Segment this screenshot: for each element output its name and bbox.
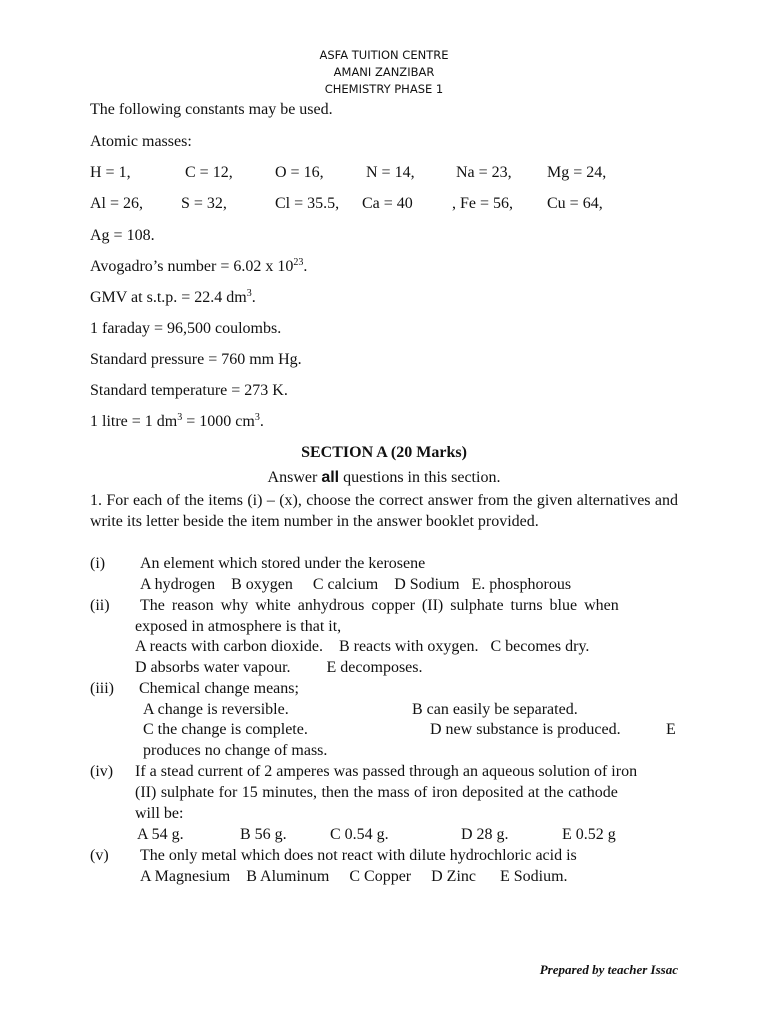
item-iv-option-d: D 28 g. xyxy=(461,826,509,843)
litre-text-a: 1 litre = 1 dm xyxy=(90,413,178,430)
item-iii-option-a: A change is reversible. xyxy=(143,701,289,718)
atomic-mass-mg: Mg = 24, xyxy=(547,164,607,181)
item-iv-question-2: (II) sulphate for 15 minutes, then the mass of iron deposited at the cathode xyxy=(135,784,618,801)
instructions-bold: all xyxy=(321,469,340,486)
atomic-mass-h: H = 1, xyxy=(90,164,131,181)
item-iii-option-d: D new substance is produced. xyxy=(430,721,621,738)
avogadro-number xyxy=(90,259,307,275)
atomic-mass-c: C = 12, xyxy=(185,164,233,181)
gmv-text: GMV at s.t.p. = 22.4 dm xyxy=(90,289,247,306)
item-i-number: (i) xyxy=(90,555,106,572)
item-iv-option-c: C 0.54 g. xyxy=(330,826,389,843)
atomic-mass-n: N = 14, xyxy=(366,164,415,181)
atomic-mass-na: Na = 23, xyxy=(456,164,512,181)
atomic-mass-o: O = 16, xyxy=(275,164,324,181)
gmv-exponent: 3 xyxy=(246,288,252,299)
item-v-number: (v) xyxy=(90,847,109,864)
footer-credit: Prepared by teacher Issac xyxy=(539,962,678,977)
item-iii-number: (iii) xyxy=(90,680,114,697)
gmv-constant xyxy=(90,290,256,306)
school-name: ASFA TUITION CENTRE xyxy=(319,48,449,62)
item-iii-question: Chemical change means; xyxy=(139,680,299,697)
item-iv-question-3: will be: xyxy=(135,805,184,822)
item-iii-option-c: C the change is complete. xyxy=(143,721,308,738)
item-i-options: A hydrogen B oxygen C calcium D Sodium E. phosphorous xyxy=(140,576,572,593)
litre-exponent-2: 3 xyxy=(254,412,260,423)
avogadro-end: . xyxy=(303,258,308,275)
item-iii-option-b: B can easily be separated. xyxy=(412,701,578,718)
item-ii-number: (ii) xyxy=(90,597,110,614)
atomic-mass-al: Al = 26, xyxy=(90,195,144,212)
standard-pressure: Standard pressure = 760 mm Hg. xyxy=(90,351,302,368)
litre-exponent-1: 3 xyxy=(177,412,183,423)
item-ii-question: The reason why white anhydrous copper (II) sulphate turns blue when xyxy=(140,597,619,614)
item-v-question: The only metal which does not react with dilute hydrochloric acid is xyxy=(140,847,577,864)
item-iii-option-e-label: E xyxy=(666,721,676,738)
avogadro-text: Avogadro’s number = 6.02 x 10 xyxy=(90,258,294,275)
item-iv-number: (iv) xyxy=(90,763,114,780)
item-ii-options-2: D absorbs water vapour. E decomposes. xyxy=(135,659,423,676)
instructions-text-a: Answer xyxy=(267,469,322,486)
question-1-intro: 1. For each of the items (i) – (x), choose the correct answer from the given alternatives and write its letter beside the item number in the answer booklet provided. xyxy=(90,492,678,530)
atomic-mass-cl: Cl = 35.5, xyxy=(275,195,340,212)
atomic-mass-s: S = 32, xyxy=(181,195,227,212)
atomic-mass-fe: , Fe = 56, xyxy=(452,195,514,212)
atomic-mass-ca: Ca = 40 xyxy=(362,195,413,212)
standard-temperature: Standard temperature = 273 K. xyxy=(90,382,288,399)
exam-title: CHEMISTRY PHASE 1 xyxy=(324,82,444,96)
item-i-question: An element which stored under the kerosene xyxy=(140,555,426,572)
item-ii-question-cont: exposed in atmosphere is that it, xyxy=(135,618,342,635)
litre-text-b: = 1000 cm xyxy=(182,413,255,430)
litre-conversion xyxy=(90,414,264,430)
avogadro-exponent: 23 xyxy=(293,257,304,268)
item-iv-option-e: E 0.52 g xyxy=(562,826,616,843)
litre-end: . xyxy=(259,413,264,430)
faraday-constant: 1 faraday = 96,500 coulombs. xyxy=(90,320,282,337)
constants-intro: The following constants may be used. xyxy=(90,101,333,118)
section-title: SECTION A (20 Marks) xyxy=(301,444,467,461)
atomic-mass-cu: Cu = 64, xyxy=(547,195,603,212)
school-location: AMANI ZANZIBAR xyxy=(333,65,435,79)
item-v-options: A Magnesium B Aluminum C Copper D Zinc E Sodium. xyxy=(140,868,568,885)
item-iv-option-a: A 54 g. xyxy=(137,826,184,843)
section-instructions xyxy=(0,470,768,486)
item-iv-question-1: If a stead current of 2 amperes was passed through an aqueous solution of iron xyxy=(135,763,638,780)
item-iv-option-b: B 56 g. xyxy=(240,826,287,843)
instructions-text-b: questions in this section. xyxy=(339,469,501,486)
item-ii-options-1: A reacts with carbon dioxide. B reacts with oxygen. C becomes dry. xyxy=(135,638,590,655)
atomic-masses-label: Atomic masses: xyxy=(90,133,192,150)
atomic-mass-ag: Ag = 108. xyxy=(90,227,155,244)
gmv-end: . xyxy=(251,289,256,306)
item-iii-option-e: produces no change of mass. xyxy=(143,742,328,759)
